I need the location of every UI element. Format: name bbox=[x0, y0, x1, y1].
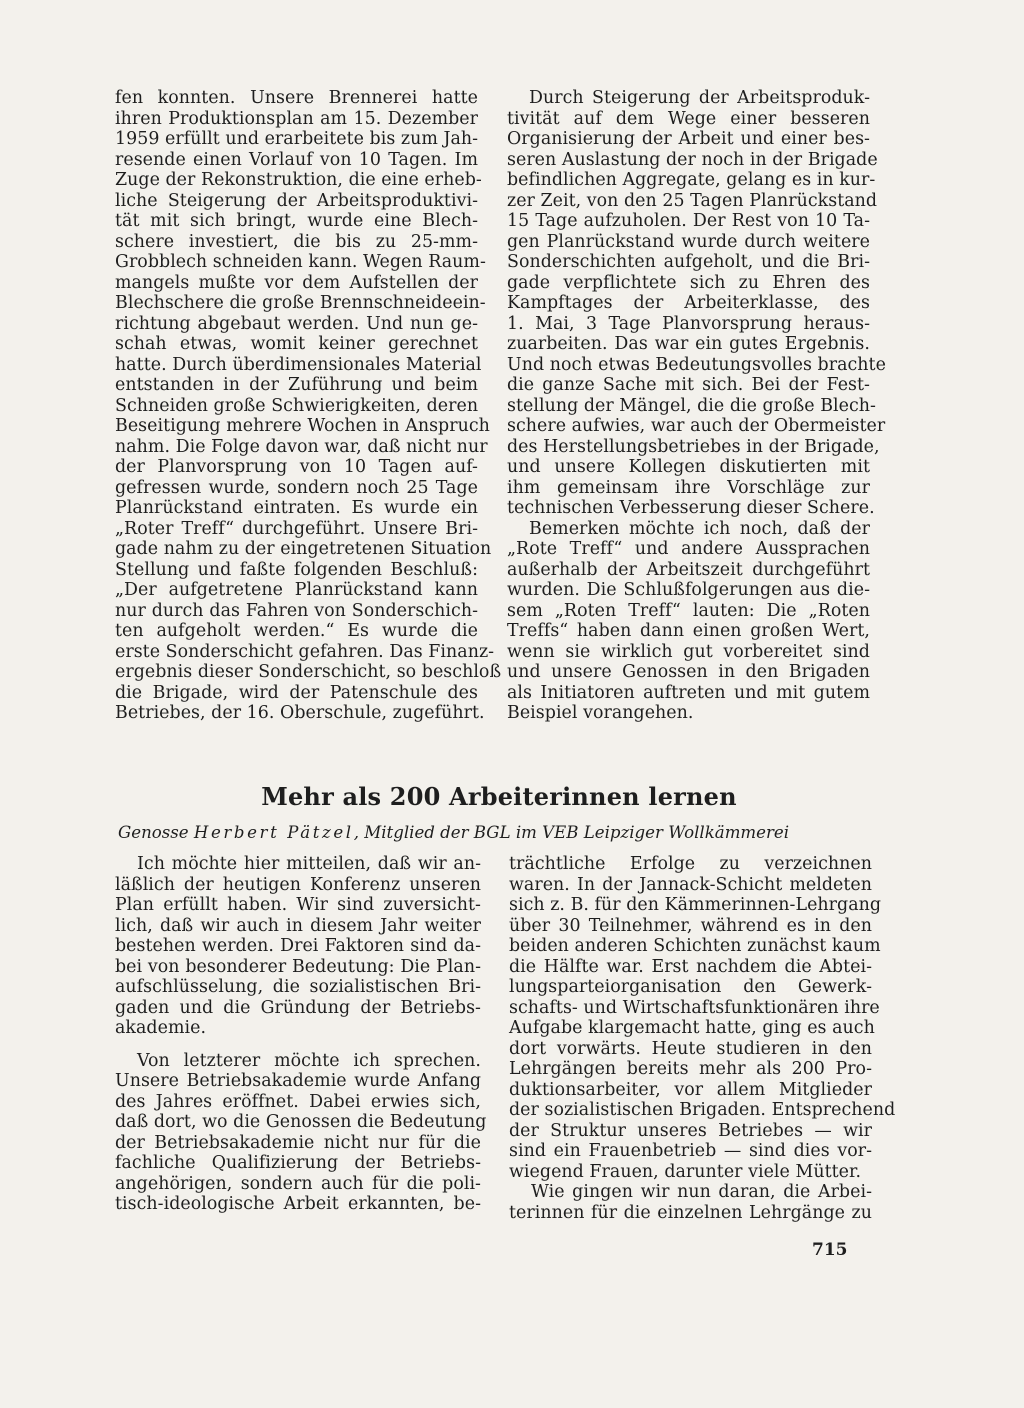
text-line: tivität auf dem Wege einer besseren bbox=[507, 108, 870, 129]
text-line: nur durch das Fahren von Sonderschich- bbox=[115, 600, 478, 621]
text-line: zer Zeit, von den 25 Tagen Planrückstand bbox=[507, 190, 878, 211]
text-line: beiden anderen Schichten zunächst kaum bbox=[509, 936, 881, 956]
text-line: wiegend Frauen, darunter viele Mütter. bbox=[509, 1161, 862, 1182]
text-line: Planrückstand eintraten. Es wurde ein bbox=[115, 498, 478, 518]
text-line: gade nahm zu der eingetretenen Situation bbox=[115, 539, 492, 559]
text-line: Grobblech schneiden kann. Wegen Raum- bbox=[115, 252, 486, 272]
text-line: Treffs“ haben dann einen großen Wert, bbox=[507, 621, 870, 641]
text-line: waren. In der Jannack-Schicht meldeten bbox=[509, 874, 872, 895]
text-line: fachliche Qualifizierung der Betriebs- bbox=[115, 1153, 481, 1173]
text-line: des Jahres eröffnet. Dabei erwies sich, bbox=[115, 1091, 481, 1112]
text-line: Bemerken möchte ich noch, daß der bbox=[529, 518, 870, 539]
text-line: nahm. Die Folge davon war, daß nicht nur bbox=[115, 436, 488, 457]
text-line: akademie. bbox=[115, 1018, 207, 1038]
paragraph bbox=[115, 1050, 487, 1215]
text-line: über 30 Teilnehmer, während es in den bbox=[509, 915, 872, 936]
section-heading: Mehr als 200 Arbeiterinnen lernen bbox=[261, 782, 737, 811]
text-line: wenn sie wirklich gut vorbereitet sind bbox=[507, 641, 870, 662]
text-line: Beseitigung mehrere Wochen in Anspruch bbox=[115, 416, 490, 436]
text-line: dort vorwärts. Heute studieren in den bbox=[509, 1038, 872, 1059]
text-line: Betriebes, der 16. Oberschule, zugeführt. bbox=[115, 703, 485, 723]
text-line: die ganze Sache mit sich. Bei der Fest- bbox=[507, 375, 870, 395]
text-line: ihren Produktionsplan am 15. Dezember bbox=[115, 108, 478, 129]
text-line: resende einen Vorlauf von 10 Tagen. Im bbox=[115, 149, 478, 170]
text-line: Ich möchte hier mitteilen, daß wir an- bbox=[137, 854, 481, 874]
text-line: der Betriebsakademie nicht nur für die bbox=[115, 1132, 481, 1153]
text-line: Aufgabe klargemacht hatte, ging es auch bbox=[509, 1018, 875, 1038]
text-line: mangels mußte vor dem Aufstellen der bbox=[115, 272, 478, 293]
article-top-left-column bbox=[115, 88, 502, 724]
text-line: und unsere Genossen in den Brigaden bbox=[507, 662, 870, 682]
text-line: Lehrgängen bereits mehr als 200 Pro- bbox=[509, 1059, 872, 1079]
text-line: entstanden in der Zuführung und beim bbox=[115, 375, 478, 395]
text-line: gade verpflichtete sich zu Ehren des bbox=[507, 272, 870, 293]
text-line: fen konnten. Unsere Brennerei hatte bbox=[115, 88, 478, 108]
text-line: terinnen für die einzelnen Lehrgänge zu bbox=[509, 1202, 872, 1223]
text-line: lungsparteiorganisation den Gewerk- bbox=[509, 977, 872, 997]
text-line: tisch-ideologische Arbeit erkannten, be- bbox=[115, 1194, 481, 1214]
author-name: Herbert Pätzel bbox=[193, 823, 354, 842]
text-line: liche Steigerung der Arbeitsproduktivi- bbox=[115, 190, 478, 211]
text-line: Plan erfüllt haben. Wir sind zuversicht- bbox=[115, 895, 481, 915]
paragraph-gap bbox=[115, 1039, 481, 1051]
text-line: des Herstellungsbetriebes in der Brigade, bbox=[507, 436, 880, 457]
text-line: sind ein Frauenbetrieb — sind dies vor- bbox=[509, 1141, 872, 1161]
text-line: „Rote Treff“ und andere Aussprachen bbox=[507, 539, 870, 559]
text-line: erste Sonderschicht gefahren. Das Finanz- bbox=[115, 641, 495, 662]
text-line: Von letzterer möchte ich sprechen. bbox=[137, 1050, 481, 1071]
text-line: richtung abgebaut werden. Und nun ge- bbox=[115, 313, 478, 334]
text-line: der Struktur unseres Betriebes — wir bbox=[509, 1120, 872, 1141]
text-line: zuarbeiten. Das war ein gutes Ergebnis. bbox=[507, 334, 870, 354]
text-line: hatte. Durch überdimensionales Material bbox=[115, 354, 482, 375]
article-bottom-left-column bbox=[115, 854, 487, 1215]
text-line: bestehen werden. Drei Faktoren sind da- bbox=[115, 936, 481, 956]
author-line bbox=[118, 823, 878, 842]
text-line: Zuge der Rekonstruktion, die eine erheb- bbox=[115, 170, 482, 190]
text-line: ihm gemeinsam ihre Vorschläge zur bbox=[507, 477, 870, 498]
text-line: seren Auslastung der noch in der Brigade bbox=[507, 149, 878, 170]
text-line: der sozialistischen Brigaden. Entsprechend bbox=[509, 1100, 896, 1120]
text-line: schah etwas, womit keiner gerechnet bbox=[115, 334, 478, 354]
text-line: ergebnis dieser Sonderschicht, so beschloß bbox=[115, 662, 502, 682]
text-line: läßlich der heutigen Konferenz unseren bbox=[115, 874, 481, 895]
text-line: Beispiel vorangehen. bbox=[507, 703, 694, 723]
text-line: die Hälfte war. Erst nachdem die Abtei- bbox=[509, 956, 872, 977]
text-line: 1959 erfüllt und erarbeitete bis zum Jah- bbox=[115, 129, 479, 149]
text-line: schafts- und Wirtschaftsfunktionären ihre bbox=[509, 997, 880, 1018]
text-line: schere investiert, die bis zu 25-mm- bbox=[115, 231, 478, 252]
author-affiliation: , Mitglied der BGL im VEB Leipziger Wollkämmerei bbox=[353, 823, 790, 842]
text-line: Unsere Betriebsakademie wurde Anfang bbox=[115, 1071, 481, 1091]
text-line: sem „Roten Treff“ lauten: Die „Roten bbox=[507, 600, 870, 621]
text-line: Wie gingen wir nun daran, die Arbei- bbox=[531, 1182, 872, 1202]
text-line: 15 Tage aufzuholen. Der Rest von 10 Ta- bbox=[507, 211, 870, 231]
article-bottom-right-column bbox=[509, 854, 896, 1223]
text-line: und unsere Kollegen diskutierten mit bbox=[507, 457, 870, 477]
text-line: lich, daß wir auch in diesem Jahr weiter bbox=[115, 915, 481, 936]
text-line: schere aufwies, war auch der Obermeister bbox=[507, 416, 886, 436]
text-line: Durch Steigerung der Arbeitsproduk- bbox=[529, 88, 870, 108]
text-line: Organisierung der Arbeit und einer bes- bbox=[507, 129, 870, 149]
text-line: „Der aufgetretene Planrückstand kann bbox=[115, 580, 478, 600]
text-line: trächtliche Erfolge zu verzeichnen bbox=[509, 854, 872, 874]
page-number: 715 bbox=[812, 1240, 848, 1260]
text-line: befindlichen Aggregate, gelang es in kur- bbox=[507, 170, 876, 190]
text-line: gaden und die Gründung der Betriebs- bbox=[115, 997, 481, 1018]
text-line: wurden. Die Schlußfolgerungen aus die- bbox=[507, 580, 870, 600]
text-line: der Planvorsprung von 10 Tagen auf- bbox=[115, 457, 478, 477]
text-line: 1. Mai, 3 Tage Planvorsprung heraus- bbox=[507, 313, 870, 334]
text-line: außerhalb der Arbeitszeit durchgeführt bbox=[507, 559, 870, 580]
text-line: daß dort, wo die Genossen die Bedeutung bbox=[115, 1112, 487, 1132]
text-line: Kampftages der Arbeiterklasse, des bbox=[507, 293, 870, 313]
text-line: ten aufgeholt werden.“ Es wurde die bbox=[115, 621, 478, 641]
text-line: „Roter Treff“ durchgeführt. Unsere Bri- bbox=[115, 518, 478, 539]
text-line: Und noch etwas Bedeutungsvolles brachte bbox=[507, 354, 886, 375]
text-line: Schneiden große Schwierigkeiten, deren bbox=[115, 395, 479, 416]
text-line: Sonderschichten aufgeholt, und die Bri- bbox=[507, 252, 870, 272]
text-line: bei von besonderer Bedeutung: Die Plan- bbox=[115, 956, 481, 977]
text-line: technischen Verbesserung dieser Schere. bbox=[507, 498, 875, 518]
text-line: tät mit sich bringt, wurde eine Blech- bbox=[115, 211, 478, 231]
text-line: als Initiatoren auftreten und mit gutem bbox=[507, 682, 870, 703]
text-line: stellung der Mängel, die die große Blech- bbox=[507, 395, 876, 416]
text-line: sich z. B. für den Kämmerinnen-Lehrgang bbox=[509, 895, 882, 915]
article-top-right-column bbox=[507, 88, 886, 724]
paragraph bbox=[115, 854, 481, 1039]
text-line: gen Planrückstand wurde durch weitere bbox=[507, 231, 870, 252]
text-line: Blechschere die große Brennschneideein- bbox=[115, 293, 486, 313]
text-line: duktionsarbeiter, vor allem Mitglieder bbox=[509, 1079, 872, 1100]
author-prefix: Genosse bbox=[118, 823, 194, 842]
text-line: gefressen wurde, sondern noch 25 Tage bbox=[115, 477, 478, 498]
text-line: Stellung und faßte folgenden Beschluß: bbox=[115, 559, 478, 580]
text-line: die Brigade, wird der Patenschule des bbox=[115, 682, 478, 703]
text-line: aufschlüsselung, die sozialistischen Bri- bbox=[115, 977, 481, 997]
text-line: angehörigen, sondern auch für die poli- bbox=[115, 1173, 481, 1194]
